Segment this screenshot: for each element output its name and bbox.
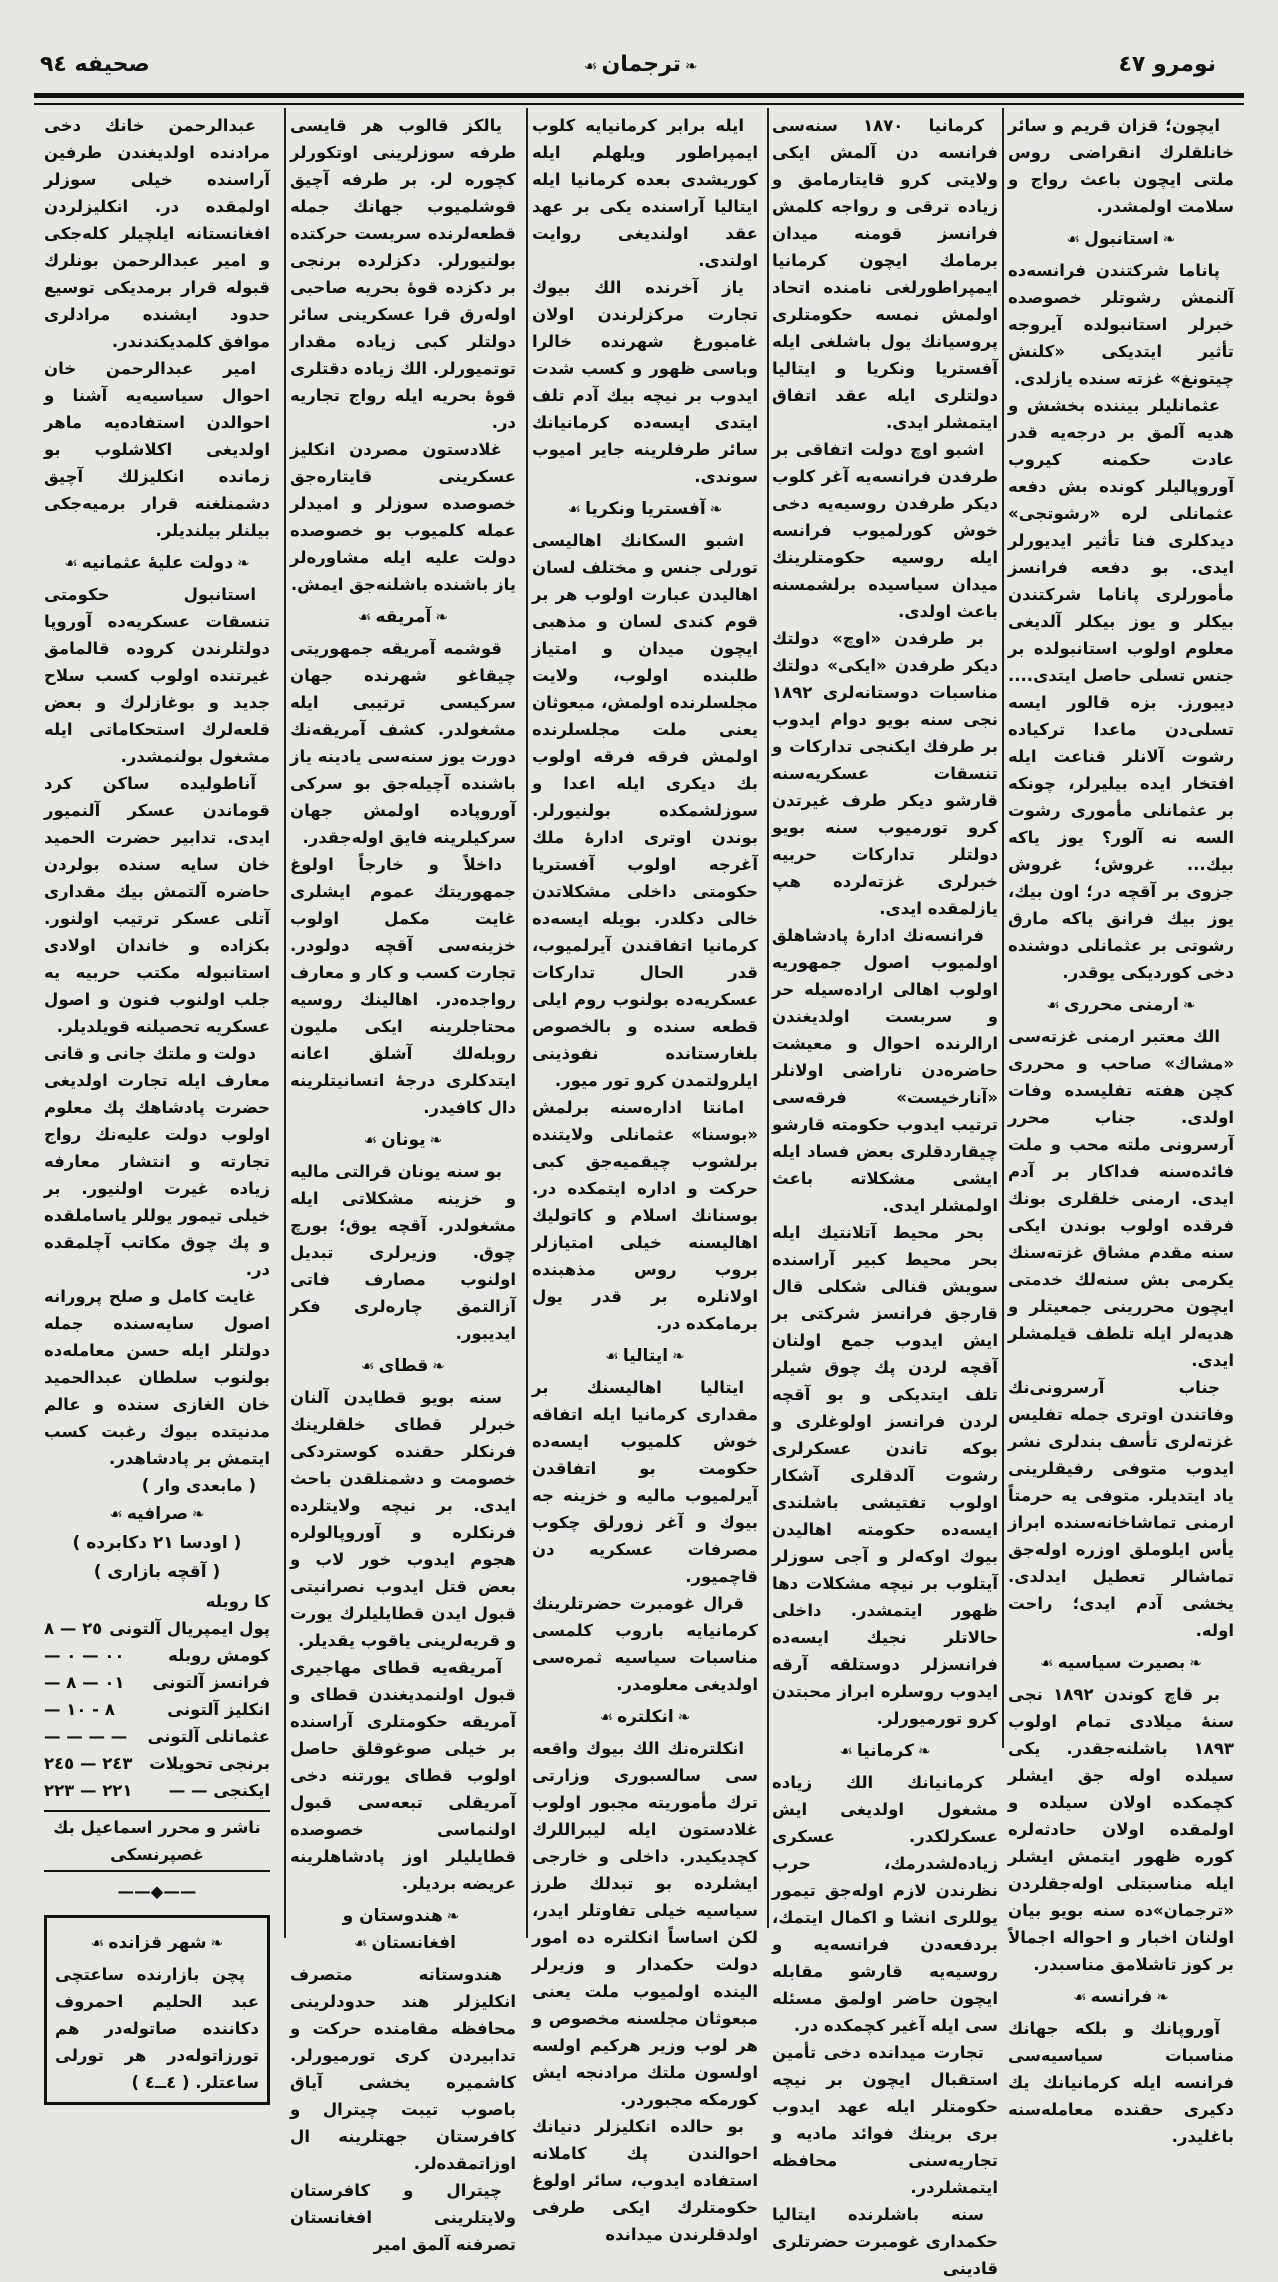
section-heading-text: هندوستان و افغانستان (342, 1906, 456, 1953)
ornament-icon: ❧ (192, 1505, 205, 1523)
ornament-icon: ❧ (210, 1934, 224, 1952)
article-paragraph: بر طرفدن «اوچ» دولتك ديكر طرفدن «ايكى» دولتك مناسبات دوستانه‌لرى ١٨٩٢ نجى سنه بويو دوام ايدوب بر طرفك ايكنجى تداركات و تنسقات عسكريه‌سنه قارشو ديكر طرف غيرتدن كرو تورميوب سنه بويو دولتلر تداركات حربيه خبرلرى غزته‌لرده هپ يازلمقده ايدى. (772, 629, 998, 918)
advertisement-box (44, 1915, 270, 2105)
currency-rate: ٠١ — ٨ — (44, 1673, 125, 1692)
exchange-row (44, 1696, 270, 1723)
section-heading (1008, 992, 1234, 1019)
currency-name: فرانسز آلتونى (152, 1673, 270, 1692)
article-paragraph: استانبول حكومتى تنسقات عسكريه‌ده آوروپا دولتلرندن كروده قالمامق غيرتنده اولوب كسب سلاح جديد و بوغازلرك و بعض قلعه‌لرك استحكاماتى ايله مشغول بولنمشدر. (44, 585, 270, 766)
column-divider (1002, 108, 1004, 1748)
ornament-icon: ❧ (432, 1357, 445, 1375)
ornament-icon: ❧ (1162, 230, 1176, 248)
section-heading-text: استانبول (1084, 229, 1159, 249)
article-paragraph: كرمانيا ١٨٧٠ سنه‌سى فرانسه دن آلمش ايكى ولايتى كرو قايتارمامق و زياده ترقى و رواجه كلمش فرانسز قومنه ميدان برمامك ايچون كرمانيا ايمپراطورلغى نامنده اتحاد اولمش نمسه حكومتلرى پروسيانك يول باشلغى ايله آفستريا ونكريا و ايتاليا دولتلرى ايله عقد اتفاق ايتمشلر ايدى. (772, 116, 998, 432)
ornament-icon: ❧ (1189, 1654, 1202, 1672)
ornament-icon: ❧ (429, 1131, 443, 1149)
currency-name: برنجى تحويلات (149, 1754, 270, 1773)
currency-name: ايكنجى — — (168, 1781, 270, 1800)
exchange-row (44, 1777, 270, 1804)
section-heading (532, 1343, 758, 1370)
currency-name: كومش روبله (168, 1646, 270, 1665)
section-heading (772, 1738, 998, 1765)
column-5 (44, 112, 270, 2105)
ornament-icon: ❧ (435, 608, 448, 626)
ornament-icon: ❧ (709, 500, 723, 518)
ornament-icon: ❧ (677, 1708, 691, 1726)
diamond-divider-icon: ——◆—— (117, 1882, 197, 1901)
ornament-icon: ☙ (109, 1505, 123, 1523)
exchange-title: صرافيه (126, 1504, 189, 1524)
article-paragraph: چيترال و كافرستان ولايتلرينى افغانستان تصرفنه آلمق امير (290, 2181, 516, 2254)
article-paragraph: امانتا اداره‌سنه برلمش «بوسنا» عثمانلى ولايتنده برلشوب چيقميه‌جق كبى حركت و اداره ايتمكده در. بوسنانك اسلام و كاتوليك اهاليسنه خيلى امتيازلر بروب روس مذهبنده اولانلره بر قدر يول برمامكده در. (532, 1098, 758, 1333)
article-paragraph: اشبو اوچ دولت اتفاقى بر طرفدن فرانسه‌يه آغر كلوب ديكر طرفدن روسيه‌يه دخى خوش كورلميوب فرانسه ايله روسيه حكومتلرينك ميدان سياسيده برلشمسنه باعث اولدى. (772, 440, 998, 621)
section-heading-text: ارمنى محررى (1063, 995, 1179, 1015)
ornament-icon: ☙ (1040, 1654, 1054, 1672)
article-paragraph: قوشمه آمريقه جمهوريتى چيقاغو شهرنده جهان سركيسى ترتيبى ايله مشغولدر. كشف آمريقه‌نك دورت يوز سنه‌سى يادينه ياز باشنده آچيله‌جق بو سركى آوروپاده اولمش جهان سركيلرينه فايق اوله‌جقدر. (290, 639, 516, 847)
ornament-icon: ☙ (361, 1357, 375, 1375)
exchange-row (44, 1750, 270, 1777)
article-paragraph: الك معتبر ارمنى غزته‌سى «مشاك» صاحب و محررى كچن هفته تفليسده وفات اولدى. جناب محرر آرسرونى ملته محب و ملت فائده‌سنه فداكار بر آدم ايدى. ارمنى خلقلرى بونك فرقده اولوب بوندن ايكى سنه مقدم مشاق غزته‌سنك يكرمى بش سنه‌لك خدمتى ايچون محررينى جمعيتلر و هديه‌لر ايله تلطف قيلمشلر ايدى. (1008, 1027, 1234, 1370)
ornament-icon: ☙ (64, 554, 78, 572)
column-3 (532, 112, 758, 2248)
header-rule (34, 93, 1244, 98)
article-paragraph: بو حالده انكليزلر دنيانك احوالندن پك كاملانه استفاده ايدوب، سائر اولوغ حكومتلرك ايكى طرفى اولدقلرندن ميدانده (532, 2117, 758, 2244)
ornament-icon: ❧ (237, 554, 250, 572)
section-heading (532, 1704, 758, 1731)
exchange-unit: كا روبله (205, 1592, 270, 1611)
column-divider (284, 108, 286, 1938)
article-paragraph: بحر محيط آتلانتيك ايله بحر محيط كبير آراسنده سويش قنالى شكلى قال قارجق فرانسز شركتى بر ايش ايدوب جمع اولنان آقچه لردن پك چوق شيلر تلف ايتديكى و بو آقچه لردن فرانسز اولوغلرى و بوكه تاندن عسكرلرى رشوت آلدقلرى آشكار اولوب تفتيشى باشلندى ايسه‌ده حكومته اهاليدن بيوك اوكه‌لر و آجى سوزلر آيتلوب بر نيچه مشكلات دها ظهور ايتمشدر. داخلى حالاتلر نجيك ايسه‌ده فرانسزلر دوستلقه آرقه ايدوب روسلره ابراز محبتدن كرو تورميورلر. (772, 1223, 998, 1728)
column-divider (526, 108, 528, 1938)
ornament-icon: ☙ (354, 1934, 368, 1952)
article-paragraph: عبدالرحمن خانك دخى مرادنده اولديغندن طرفين آراسنده خيلى سوزلر اولمقده در. انكليزلردن افغانستانه ايلچيلر كله‌جكى و امير عبدالرحمن بونلرك قبوله قرار برمديكى توسيع حدود ايشنده مرادلرى موافق كلمديكندندر. (44, 116, 270, 351)
newspaper-title-text: ترجمان (601, 52, 682, 77)
section-heading-text: انكلتره (617, 1707, 674, 1727)
currency-rate: ٨ - ١٠ — (44, 1700, 115, 1719)
section-heading-text: فرانسه (1090, 1987, 1153, 2007)
article-paragraph: ايتاليا اهاليسنك بر مقدارى كرمانيا ايله اتفاقه خوش كلميوب ايسه‌ده حكومت بو اتفاقدن آيرلميوب ماليه و خزينه جه بيوك و آغر زورلق چكوب مصرفات عسكريه دن قاچميور. (532, 1378, 758, 1586)
currency-name: پول ايمپريال آلتونى (109, 1619, 270, 1638)
article-paragraph: پاناما شركتندن فرانسه‌ده آلنمش رشوتلر خصوصده خبرلر استانبولده آيروجه تأثير ايتديكى «كلنش چيتونغ» غزته سنده يازلدى. (1008, 261, 1234, 388)
ornament-icon: ☙ (1066, 230, 1081, 248)
article-paragraph: ايله برابر كرمانيايه كلوب ايمپراطور ويلهلم ايله كوريشدى بعده كرمانيا ايله ايتاليا آراسنده يكى بر عهد عقد اولنديغى روايت اولندى. (532, 116, 758, 270)
section-heading-text: قطاى (378, 1356, 429, 1376)
ornament-icon: ☙ (1073, 1988, 1087, 2006)
exchange-row (44, 1615, 270, 1642)
column-divider (767, 108, 769, 1928)
section-heading (1008, 1984, 1234, 2011)
ornament-icon: ☙ (567, 500, 582, 518)
ornament-icon: ☙ (839, 1742, 853, 1760)
exchange-row (44, 1723, 270, 1750)
article-paragraph: آناطوليده ساكن كرد قوماندن عسكر آلنميور ايدى. تدابير حضرت الحميد خان سايه سنده بولردن حاضره آلتمش بيك مقدارى آتلى عسكر ترتيب اولنور. بكزاده و خاندان اولادى استانبوله مكتب حربيه يه جلب اولنوب فنون و اصول عسكريه تحصيلنه قويلديلر. (44, 774, 270, 1036)
article-paragraph: داخلاً و خارجاً اولوغ جمهوريتك عموم ايشلرى غايت مكمل اولوب خزينه‌سى آقچه دولودر. تجارت كسب و كار و معارف رواجده‌در. اهالينك روسيه محتاجلرينه ايكى مليون روبله‌لك آشلق اعانه ايتدكلرى درجهٔ انسانيتلرينه دال كافيدر. (290, 855, 516, 1117)
article-paragraph: غلادستون مصردن انكليز عسكرينى قايتاره‌جق خصوصده سوزلر و اميدلر عمله كلميوب بو خصوصده دولت عليه ايله مشاوره‌لر ياز باشنده باشلنه‌جق ايمش. (290, 440, 516, 594)
article-paragraph: انكلتره‌نك الك بيوك واقعه سى سالسبورى وزارتى ترك مأموريته مجبور اولوب غلادستون ايله ليبراللرك كچديكيدر. داخلى و خارجى ايشلرده بو تبدلك طرز سياسيه خيلى تفاوتلر ايدر، لكن اساساً انكلتره ده امور دولت حكمدار و وزيرلر الينده اولميوب ملت يعنى مبعوثان مجلسنه مخصوص و هر لوب وزير هركيم اولسه اولسون ملتك مرادنجه ايش كورمكه مجبوردر. (532, 1739, 758, 2109)
currency-name: انكليز آلتونى (167, 1700, 270, 1719)
section-heading (290, 1353, 516, 1380)
column-4 (290, 112, 516, 2258)
exchange-row (44, 1669, 270, 1696)
ornament-icon: ❧ (1182, 996, 1196, 1014)
section-heading-text: آمريقه (375, 607, 432, 627)
section-heading-text: آفستريا ونكريا (585, 499, 706, 519)
ad-title: شهر قزانده (108, 1933, 207, 1953)
ornament-icon: ❧ (672, 1347, 685, 1365)
section-heading (1008, 226, 1234, 253)
ornament-icon: ❧ (1156, 1988, 1169, 2006)
section-heading (532, 496, 758, 523)
section-heading-text: يونان (381, 1130, 426, 1150)
article-paragraph: جناب آرسرونى‌نك وفاتندن اوترى جمله تفليس غزته‌لرى تأسف بندلرى نشر ايدوب متوفى رفيقلرينى ياد ايتديلر. متوفى يه حرمتاً ارمنى تماشاخانه‌سنده ابراز يأس ايلوملق اوزره اوله‌جق تماشالر تعطيل ايدلدى. يخشى آدم ايدى؛ راحت اوله. (1008, 1378, 1234, 1640)
publisher: ناشر و محرر اسماعيل بك غصپرنسكى (44, 1810, 270, 1872)
currency-rate: — — — — (44, 1727, 128, 1746)
article-paragraph: دولت و ملتك جانى و قانى معارف ايله تجارت اولديغى حضرت پادشاهك پك معلوم اولوب دولت عليه‌نك رواج تجارته و انتشار معارفه زياده غيرت اولنيور. بر خيلى تيمور يوللر ياساملقده و پك چوق مكاتب آچلمقده در. (44, 1044, 270, 1279)
article-paragraph: آمريقه‌يه قطاى مهاجيرى قبول اولنمديغندن قطاى و آمريقه حكومتلرى آراسنده بر خيلى صوغوقلق حاصل اولوب قطاى يورتنه دخى آمريقلى تبعه‌سى قبول اولنماسى خصوصده قطايليلر اوز پادشاهلرينه عريضه برديلر. (290, 1658, 516, 1893)
issue-number: نومرو ٤٧ (1118, 52, 1216, 77)
page-number: صحيفه ٩٤ (40, 52, 150, 77)
currency-rate: ٢٢١ — ٢٢٣ (44, 1781, 133, 1800)
article-paragraph: سنه بويو قطايدن آلنان خبرلر قطاى خلقلرينك فرنكلر حقنده كوستردكى خصومت و دشمنلقدن باحث ايدى. بر نيچه ولايتلرده فرنكلره و آوروپالولره هجوم ايدوب خور لاب و بعض قتل ايدوب نصرانيتى قبول ايدن قطايليلرك يورت و قريه‌لرينى ياقوب يقديلر. (290, 1388, 516, 1650)
ornament-icon: ❧ (917, 1742, 931, 1760)
header-rule (34, 103, 1244, 105)
ornament-icon: ❧ (446, 1907, 460, 1925)
article-paragraph: بر قاچ كوندن ١٨٩٢ نجى سنهٔ ميلادى تمام اولوب ١٨٩٣ باشلنه‌جقدر. يكى سيلده اوله جق ايشلر كچمكده اولان سيلده و اولمقده اولان حادثه‌لره كوره ظهور ايتمش ايشلر ايله مناسبتلى اوله‌جقلردن «ترجمان»ده سنه بويو بيان اولنان اخبار و احواله اجمالاً بر كوز تاشلامق مناسبدر. (1008, 1685, 1234, 1974)
article-paragraph: كرمانيانك الك زياده مشغول اولديغى ايش عسكرلكدر. عسكرى زياده‌لشدرمك، حرب نظرندن لازم اوله‌جق تيمور يوللرى انشا و اكمال ايتمك، بردفعه‌دن فرانسه‌يه و روسيه‌يه قارشو مقابله ايچون حاضر اولمق مسئله سى ايله آغير كچمكده در. (772, 1773, 998, 2035)
article-paragraph: ايچون؛ قزان قريم و سائر خانلقلرك انقراضى روس ملتى ايچون باعث رواج و سلامت اولمشدر. (1008, 116, 1234, 216)
exchange-date: ( اودسا ٢١ دكابرده ) (72, 1533, 242, 1553)
exchange-row (44, 1642, 270, 1669)
article-paragraph: عثمانليلر بيننده بخشش و هديه آلمق بر درجه‌يه قدر عادت حكمنه كيروب آوروپاليلر كونده بش دفعه عثمانلى لره «رشوتجى» ديدكلرى فنا تأثير ايديورلر ايدى. بو دفعه فرانسز مأمورلرى پاناما شركتندن بيكلر و يوز بيكلر آلديغى معلوم اولوب استانبولده بر جنس تسلى حاصل ايتدى.... ديبورز. بزه قالور ايسه تسلى‌دن ماعدا تركياده رشوت آلانلر قناعت ايله افتخار ايده بيليرلر، چونكه بر عثمانلى مأمورى رشوت السه نه آلور؟ يوز ياكه بيك... غروش؛ غروش جزوى بر آقچه در؛ اون بيك، يوز بيك فرانق ياكه مارق رشوتى بر عثمانلى دوشنده دخى كورديكى يوقدر. (1008, 396, 1234, 982)
article-paragraph: امير عبدالرحمن خان احوال سياسيه‌يه آشنا و احوالدن استفاده‌يه ماهر اولديغى اكلاشلوب بو زمانده انكليزلك آچيق دشمنلغنه قرار برميه‌جكى بيلنلر بيلنديلر. (44, 359, 270, 540)
article-paragraph: قرال غومبرت حضرتلرينك كرمانيايه باروب كلمسى مناسبات سياسيه ثمره‌سى اولديغى معلومدر. (532, 1594, 758, 1694)
exchange-rates (44, 1501, 270, 1804)
ornament-icon: ☙ (605, 1347, 619, 1365)
ornament-icon: ❧ (685, 57, 698, 75)
section-heading (44, 550, 270, 577)
ornament-icon: ☙ (90, 1934, 105, 1952)
article-paragraph: ياز آخرنده الك بيوك تجارت مركزلرندن اولان غامبورغ شهرنده خالرا وباسى ظهور و كسب شدت ايدوب بر نيچه بيك آدم تلف ايتدى ايسه‌ده كرمانيانك سائر طرفلرينه جاير اميوب سوندى. (532, 278, 758, 486)
currency-rate: ٠٠ — ٠ — (44, 1646, 125, 1665)
section-heading-text: بصيرت سياسيه (1057, 1653, 1186, 1673)
ornament-icon: ☙ (599, 1708, 614, 1726)
article-paragraph: تجارت ميدانده دخى تأمين استقبال ايچون بر نيچه حكومتلر ايله عهد ايدوب برى برينك فوائد ماديه و تجاريه‌سنى محافظه ايتمشلردر. (772, 2043, 998, 2197)
article-paragraph: سنه باشلرنده ايتاليا حكمدارى غومبرت حضرتلرى قادينى (772, 2205, 998, 2278)
currency-rate: ٢٤٣ — ٢٤٥ (44, 1754, 133, 1773)
article-paragraph: يالكز قالوب هر قايسى طرفه سوزلرينى اوتكورلر كچوره لر. بر طرفه آچيق قوشلميوب جهانك جمله قطعه‌لرنده سربست حركتده بولنيورلر. دكزلرده برنجى بر دكزده قوهٔ بحريه صاحبى اوله‌رق قرا عسكرينى سائر دولتلر كبى زياده مقدار توتميورلر. الك زياده دقتلرى قوهٔ بحريه ايله رواج تجاريه در. (290, 116, 516, 432)
section-heading-text: دولت عليهٔ عثمانيه (81, 553, 234, 573)
article-paragraph: ( مابعدى وار ) (141, 1476, 256, 1495)
currency-name: عثمانلى آلتونى (147, 1727, 270, 1746)
section-heading (290, 1903, 516, 1957)
ornament-icon: ☙ (584, 57, 598, 75)
section-heading (1008, 1650, 1234, 1677)
article-paragraph: هندوستانه متصرف انكليزلر هند حدودلرينى محافظه مقامنده حركت و تدابيردن كرى تورميورلر. كاشميره يخشى آياق باصوب تيبت چيترال و كافرستان جهتلرينه ال اوزاتمقده‌لر. (290, 1965, 516, 2173)
column-2 (772, 112, 998, 2282)
ad-text: پچن بازارنده ساعتچى عبد الحليم احمروف دكاننده صاتوله‌در هم تورزاتوله‌در هر تورلى ساعتلر. ( ٤ــ٤ ) (55, 1965, 259, 2092)
section-heading-text: ايتاليا (622, 1346, 669, 1366)
column-1 (1008, 112, 1234, 2150)
section-heading-text: كرمانيا (856, 1741, 914, 1761)
ad-heading (55, 1930, 259, 1957)
ornament-icon: ☙ (1046, 996, 1060, 1014)
article-paragraph: غايت كامل و صلح پرورانه اصول سايه‌سنده جمله دولتلر ايله حسن معامله‌ده بولنوب سلطان عبدالحميد خان الغازى سنده و عالم مدنيتده بيوك رغبت كسب ايتمش بر پادشاهدر. (44, 1287, 270, 1468)
section-heading (290, 1127, 516, 1154)
article-paragraph: اشبو السكانك اهاليسى تورلى جنس و مختلف لسان اهاليدن عبارت اولوب هر بر قوم كندى لسان و مذهبى ايچون ميدان و امتياز طلبنده اولوب، ولايت مجلسلرنده اولمش، مبعوثان يعنى ملت مجلسلرنده اولمش فرقه فرقه اولوب بك ديكرى ايله اعدا و سوزلشمكده بولنيورلر. بوندن اوترى ادارهٔ ملك آغرجه اولوب آفستريا حكومتى داخلى مشكلاتدن خالى دكلدر. بويله ايسه‌ده كرمانيا اتفاقندن آيرلميوب، قدر الحال تداركات عسكريه‌ده بولنوب روم ايلى قطعه سنده و بالخصوص بلغارستانده نفوذينى ايلرولتمدن كرو تور ميور. (532, 531, 758, 1090)
currency-rate: ٢٥ — ٨ (44, 1619, 103, 1638)
article-paragraph: بو سنه يونان قرالتى ماليه و خزينه مشكلاتى ايله مشغولدر. آقچه يوق؛ بورچ چوق. وزيرلرى تبديل اولنوب مصارف فاتى آزالتمق چاره‌لرى فكر ايديبور. (290, 1162, 516, 1343)
newspaper-title (580, 52, 702, 77)
ornament-icon: ☙ (358, 608, 372, 626)
exchange-market: ( آقچه بازارى ) (93, 1562, 221, 1582)
ornament-icon: ☙ (363, 1131, 378, 1149)
article-paragraph: آوروپانك و بلكه جهانك مناسبات سياسيه‌سى فرانسه ايله كرمانيانك يك دكيرى حقنده معامله‌سنه باغليدر. (1008, 2019, 1234, 2146)
section-heading (290, 604, 516, 631)
exchange-heading (44, 1501, 270, 1528)
article-paragraph: فرانسه‌نك ادارهٔ پادشاهلق اولميوب اصول جمهوريه اولوب اهالى اراده‌سيله حر و سربست اولديغندن ارالرنده احوال و معيشت حاضره‌دن ناراضى اولانلر «آنارخيست» فرقه‌سى ترتيب ايدوب حكومته قارشو چيقاردقلرى بعض فساد ايله ايشى مشكلاته باعث اولمشلر ايدى. (772, 926, 998, 1215)
